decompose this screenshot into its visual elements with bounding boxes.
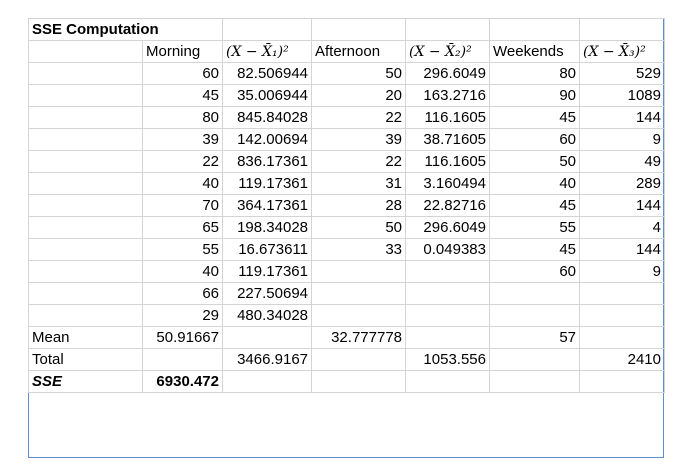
data-cell: 119.17361 — [223, 173, 312, 195]
data-row — [29, 129, 665, 151]
data-cell: 836.17361 — [223, 151, 312, 173]
data-cell — [490, 283, 580, 305]
data-cell: 70 — [143, 195, 223, 217]
data-cell: 198.34028 — [223, 217, 312, 239]
data-cell: 119.17361 — [223, 261, 312, 283]
data-cell: 296.6049 — [406, 217, 490, 239]
data-cell: 480.34028 — [223, 305, 312, 327]
sse-label: SSE — [29, 371, 143, 393]
header-row — [29, 41, 665, 63]
cell — [29, 151, 143, 173]
data-cell: 9 — [580, 129, 665, 151]
data-cell: 38.71605 — [406, 129, 490, 151]
data-cell: 22 — [143, 151, 223, 173]
data-cell: 4 — [580, 217, 665, 239]
data-cell — [312, 305, 406, 327]
data-row — [29, 107, 665, 129]
cell — [312, 349, 406, 371]
data-cell — [312, 261, 406, 283]
sse-table — [28, 18, 665, 393]
data-cell: 82.506944 — [223, 63, 312, 85]
mean-label: Mean — [29, 327, 143, 349]
header-sq-dev-2: (X − X̄₂)² — [406, 41, 490, 63]
header-afternoon: Afternoon — [312, 41, 406, 63]
cell — [406, 19, 490, 41]
data-cell: 0.049383 — [406, 239, 490, 261]
cell — [223, 327, 312, 349]
data-cell — [406, 283, 490, 305]
data-cell: 80 — [490, 63, 580, 85]
data-cell: 116.1605 — [406, 107, 490, 129]
data-cell: 29 — [143, 305, 223, 327]
data-row — [29, 217, 665, 239]
header-sq-dev-1: (X − X̄₁)² — [223, 41, 312, 63]
cell — [580, 327, 665, 349]
data-cell: 45 — [143, 85, 223, 107]
data-row — [29, 85, 665, 107]
cell — [29, 85, 143, 107]
data-cell: 116.1605 — [406, 151, 490, 173]
cell — [29, 129, 143, 151]
data-cell: 20 — [312, 85, 406, 107]
mean-afternoon: 32.777778 — [312, 327, 406, 349]
cell — [406, 371, 490, 393]
data-cell: 39 — [312, 129, 406, 151]
total-sq-dev-1: 3466.9167 — [223, 349, 312, 371]
data-cell: 22.82716 — [406, 195, 490, 217]
data-row — [29, 261, 665, 283]
data-row — [29, 173, 665, 195]
data-cell: 60 — [490, 261, 580, 283]
cell — [312, 19, 406, 41]
cell — [29, 283, 143, 305]
data-cell: 90 — [490, 85, 580, 107]
data-cell: 22 — [312, 107, 406, 129]
data-cell: 144 — [580, 239, 665, 261]
cell — [490, 349, 580, 371]
data-cell — [312, 283, 406, 305]
data-cell: 40 — [490, 173, 580, 195]
total-sq-dev-3: 2410 — [580, 349, 665, 371]
cell — [580, 19, 665, 41]
data-cell: 289 — [580, 173, 665, 195]
data-cell: 163.2716 — [406, 85, 490, 107]
data-cell: 45 — [490, 107, 580, 129]
cell — [29, 107, 143, 129]
data-cell: 50 — [490, 151, 580, 173]
data-cell: 60 — [143, 63, 223, 85]
cell — [29, 63, 143, 85]
data-cell: 49 — [580, 151, 665, 173]
data-cell — [580, 283, 665, 305]
cell — [143, 349, 223, 371]
cell — [29, 239, 143, 261]
mean-weekends: 57 — [490, 327, 580, 349]
data-cell: 28 — [312, 195, 406, 217]
cell — [29, 305, 143, 327]
mean-row — [29, 327, 665, 349]
data-cell: 50 — [312, 217, 406, 239]
title-row — [29, 19, 665, 41]
data-cell: 31 — [312, 173, 406, 195]
cell — [29, 195, 143, 217]
header-weekends: Weekends — [490, 41, 580, 63]
data-cell — [580, 305, 665, 327]
data-cell: 65 — [143, 217, 223, 239]
data-row — [29, 63, 665, 85]
data-cell: 1089 — [580, 85, 665, 107]
data-row — [29, 283, 665, 305]
data-cell: 144 — [580, 195, 665, 217]
data-cell: 144 — [580, 107, 665, 129]
data-cell: 66 — [143, 283, 223, 305]
data-row — [29, 195, 665, 217]
cell — [29, 41, 143, 63]
data-cell: 55 — [490, 217, 580, 239]
data-cell: 142.00694 — [223, 129, 312, 151]
data-cell: 80 — [143, 107, 223, 129]
data-cell: 364.17361 — [223, 195, 312, 217]
table-title: SSE Computation — [29, 19, 223, 41]
cell — [490, 371, 580, 393]
cell — [312, 371, 406, 393]
cell — [29, 217, 143, 239]
data-cell — [406, 305, 490, 327]
sse-value: 6930.472 — [143, 371, 223, 393]
cell — [406, 327, 490, 349]
total-label: Total — [29, 349, 143, 371]
data-row — [29, 305, 665, 327]
data-cell: 39 — [143, 129, 223, 151]
cell — [29, 261, 143, 283]
data-cell: 50 — [312, 63, 406, 85]
data-cell: 296.6049 — [406, 63, 490, 85]
data-cell: 3.160494 — [406, 173, 490, 195]
data-cell: 35.006944 — [223, 85, 312, 107]
cell — [223, 371, 312, 393]
total-row — [29, 349, 665, 371]
data-cell: 45 — [490, 195, 580, 217]
data-cell: 45 — [490, 239, 580, 261]
data-cell: 40 — [143, 261, 223, 283]
data-cell: 529 — [580, 63, 665, 85]
data-row — [29, 239, 665, 261]
data-cell: 227.50694 — [223, 283, 312, 305]
data-cell — [490, 305, 580, 327]
data-cell: 33 — [312, 239, 406, 261]
header-sq-dev-3: (X − X̄₃)² — [580, 41, 665, 63]
cell — [580, 371, 665, 393]
data-cell: 55 — [143, 239, 223, 261]
data-cell — [406, 261, 490, 283]
cell — [29, 173, 143, 195]
mean-morning: 50.91667 — [143, 327, 223, 349]
cell — [490, 19, 580, 41]
data-cell: 845.84028 — [223, 107, 312, 129]
cell — [223, 19, 312, 41]
header-morning: Morning — [143, 41, 223, 63]
data-cell: 16.673611 — [223, 239, 312, 261]
sse-row — [29, 371, 665, 393]
data-cell: 60 — [490, 129, 580, 151]
data-cell: 40 — [143, 173, 223, 195]
data-cell: 9 — [580, 261, 665, 283]
data-cell: 22 — [312, 151, 406, 173]
total-sq-dev-2: 1053.556 — [406, 349, 490, 371]
data-row — [29, 151, 665, 173]
